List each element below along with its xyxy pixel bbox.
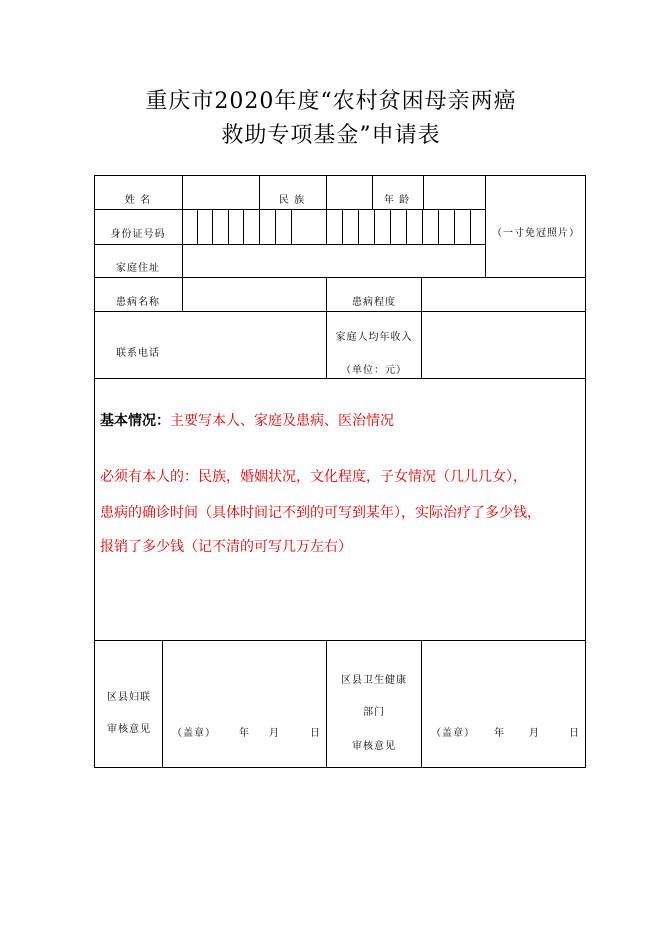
form-title-line-2: 救助专项基金”申请表	[221, 123, 441, 148]
ethnicity-label: 民 族	[278, 195, 306, 206]
form-title-line-1: 重庆市2020年度“农村贫困母亲两癌	[145, 89, 517, 114]
health-dept-label: 区县卫生健康	[341, 675, 407, 686]
day-label: 日	[569, 728, 580, 739]
health-dept-label-2: 部门	[363, 707, 385, 718]
phone-label: 联系电话	[116, 348, 160, 359]
basic-info-line: 必须有本人的：民族，婚姻状况，文化程度，子女情况（几儿几女），	[100, 469, 527, 485]
seal-label: （盖章）	[431, 728, 475, 739]
name-label: 姓 名	[124, 195, 152, 206]
id-number-label: 身份证号码	[110, 229, 166, 240]
month-label: 月	[529, 728, 540, 739]
disease-level-label: 患病程度	[352, 297, 396, 308]
seal-label: （盖章）	[172, 728, 216, 739]
disease-name-field[interactable]	[183, 278, 326, 311]
basic-info-line: 报销了多少钱（记不清的可写几万左右）	[100, 539, 352, 555]
disease-name-label: 患病名称	[116, 297, 160, 308]
income-label: 家庭人均年收入	[335, 332, 413, 343]
basic-info-heading-line	[100, 410, 394, 430]
month-label: 月	[269, 728, 280, 739]
day-label: 日	[310, 728, 321, 739]
ethnicity-field[interactable]	[327, 176, 372, 209]
age-field[interactable]	[424, 176, 485, 209]
year-label: 年	[239, 728, 250, 739]
basic-info-note: 主要写本人、家庭及患病、医治情况	[170, 413, 394, 429]
disease-level-field[interactable]	[422, 278, 585, 311]
women-federation-review-label: 审核意见	[107, 724, 151, 735]
age-label: 年 龄	[383, 195, 411, 206]
name-field[interactable]	[183, 176, 259, 209]
basic-info-heading: 基本情况：	[100, 413, 170, 429]
income-unit-label: （单位：元）	[341, 365, 407, 376]
address-field[interactable]	[183, 245, 485, 277]
health-dept-review-label: 审核意见	[352, 741, 396, 752]
year-label: 年	[494, 728, 505, 739]
phone-field[interactable]	[183, 312, 326, 378]
income-field[interactable]	[422, 312, 585, 378]
photo-placeholder: （一寸免冠照片）	[492, 228, 580, 239]
address-label: 家庭住址	[116, 263, 160, 274]
women-federation-label: 区县妇联	[107, 692, 151, 703]
basic-info-line: 患病的确诊时间（具体时间记不到的可写到某年），实际治疗了多少钱，	[100, 505, 541, 521]
